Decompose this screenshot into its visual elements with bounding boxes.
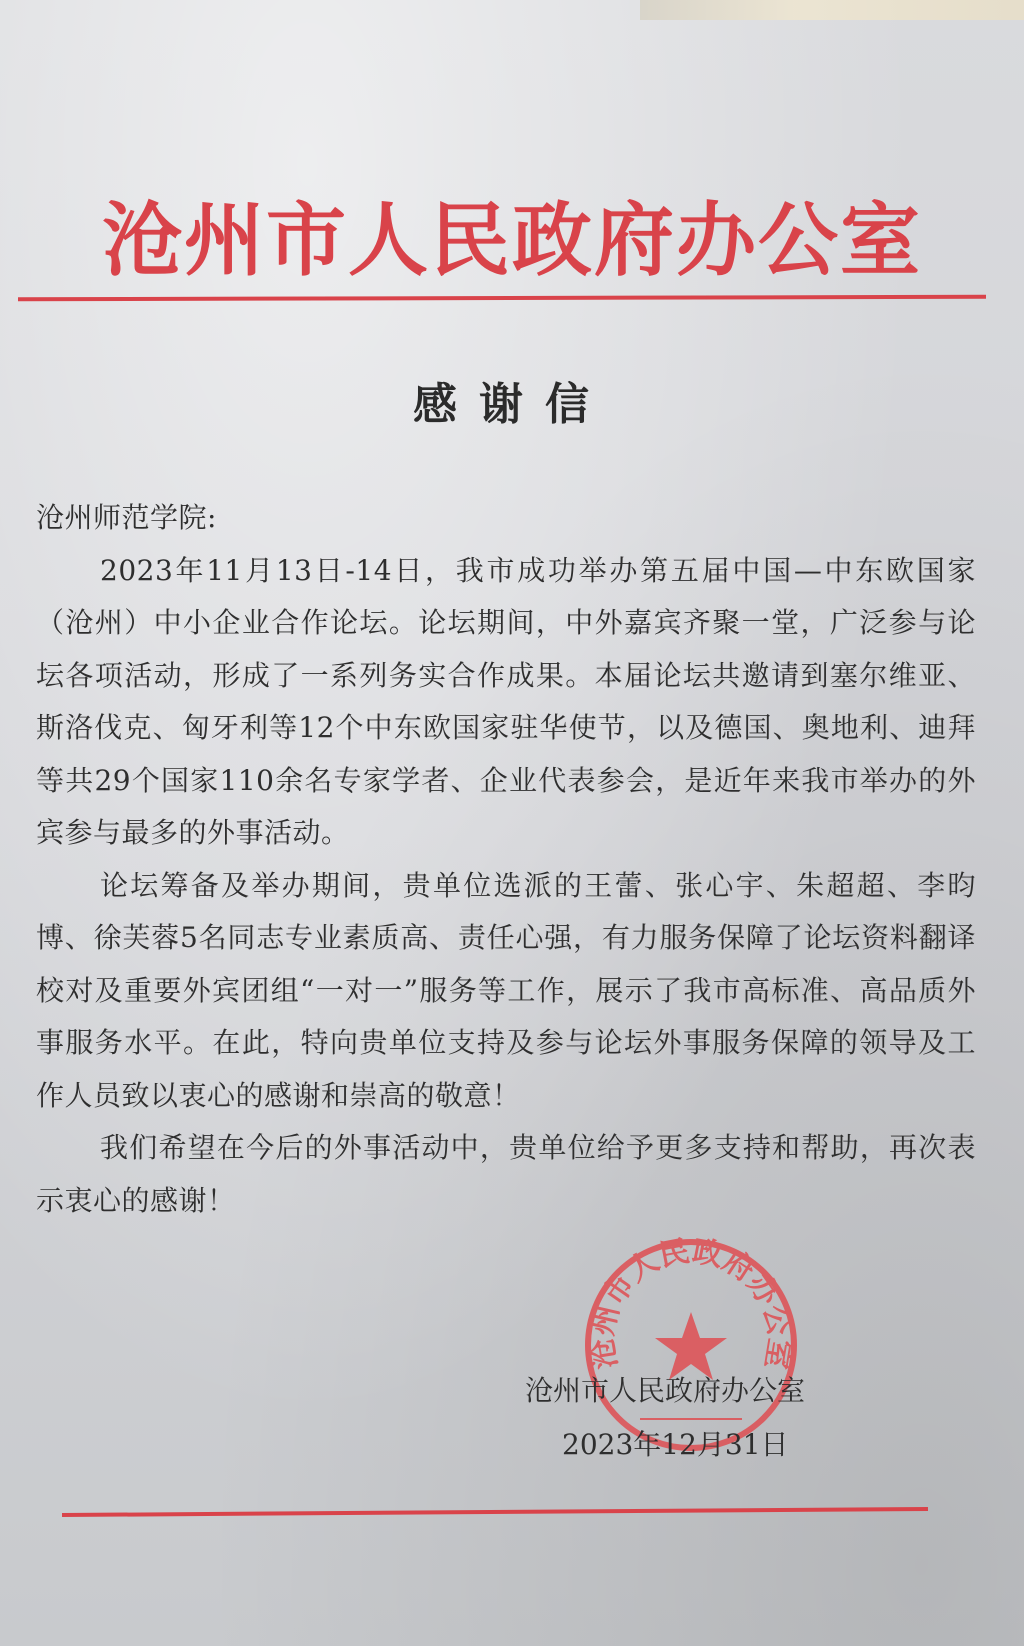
document-title: 感谢信 xyxy=(413,379,611,430)
salutation: 沧州师范学院: xyxy=(36,501,217,534)
signature-date: 2023年12月31日 xyxy=(562,1428,789,1461)
paper-edge-strip xyxy=(640,0,1024,20)
body-paragraph-3: 我们希望在今后的外事活动中，贵单位给予更多支持和帮助，再次表示衷心的感谢！ xyxy=(36,1131,976,1217)
letterhead-divider xyxy=(18,295,986,302)
body-paragraph-2: 论坛筹备及举办期间，贵单位选派的王蕾、张心宇、朱超超、李昀博、徐芙蓉5名同志专业素质高、责任心强，有力服务保障了论坛资料翻译校对及重要外宾团组“一对一”服务等工作，展示了我市高标准、高品质外事服务水平。在此，特向贵单位支持及参与论坛外事服务保障的领导及工作人员致以衷心的感谢和崇高的敬意！ xyxy=(36,868,976,1112)
seal-text-path: 沧州市人民政府办公室 xyxy=(584,1234,798,1372)
body-paragraph-1: 2023年11月13日-14日，我市成功举办第五届中国—中东欧国家（沧州）中小企业合作论坛。论坛期间，中外嘉宾齐聚一堂，广泛参与论坛各项活动，形成了一系列务实合作成果。本届论坛共邀请到塞尔维亚、斯洛伐克、匈牙利等12个中东欧国家驻华使节，以及德国、奥地利、迪拜等共29个国家110余名专家学者、企业代表参会，是近年来我市举办的外宾参与最多的外事活动。 xyxy=(36,553,976,849)
signature-org: 沧州市人民政府办公室 xyxy=(525,1374,806,1407)
footer-divider xyxy=(62,1507,928,1517)
letterhead-title: 沧州市人民政府办公室 xyxy=(102,193,922,287)
letter-body xyxy=(36,492,976,1227)
